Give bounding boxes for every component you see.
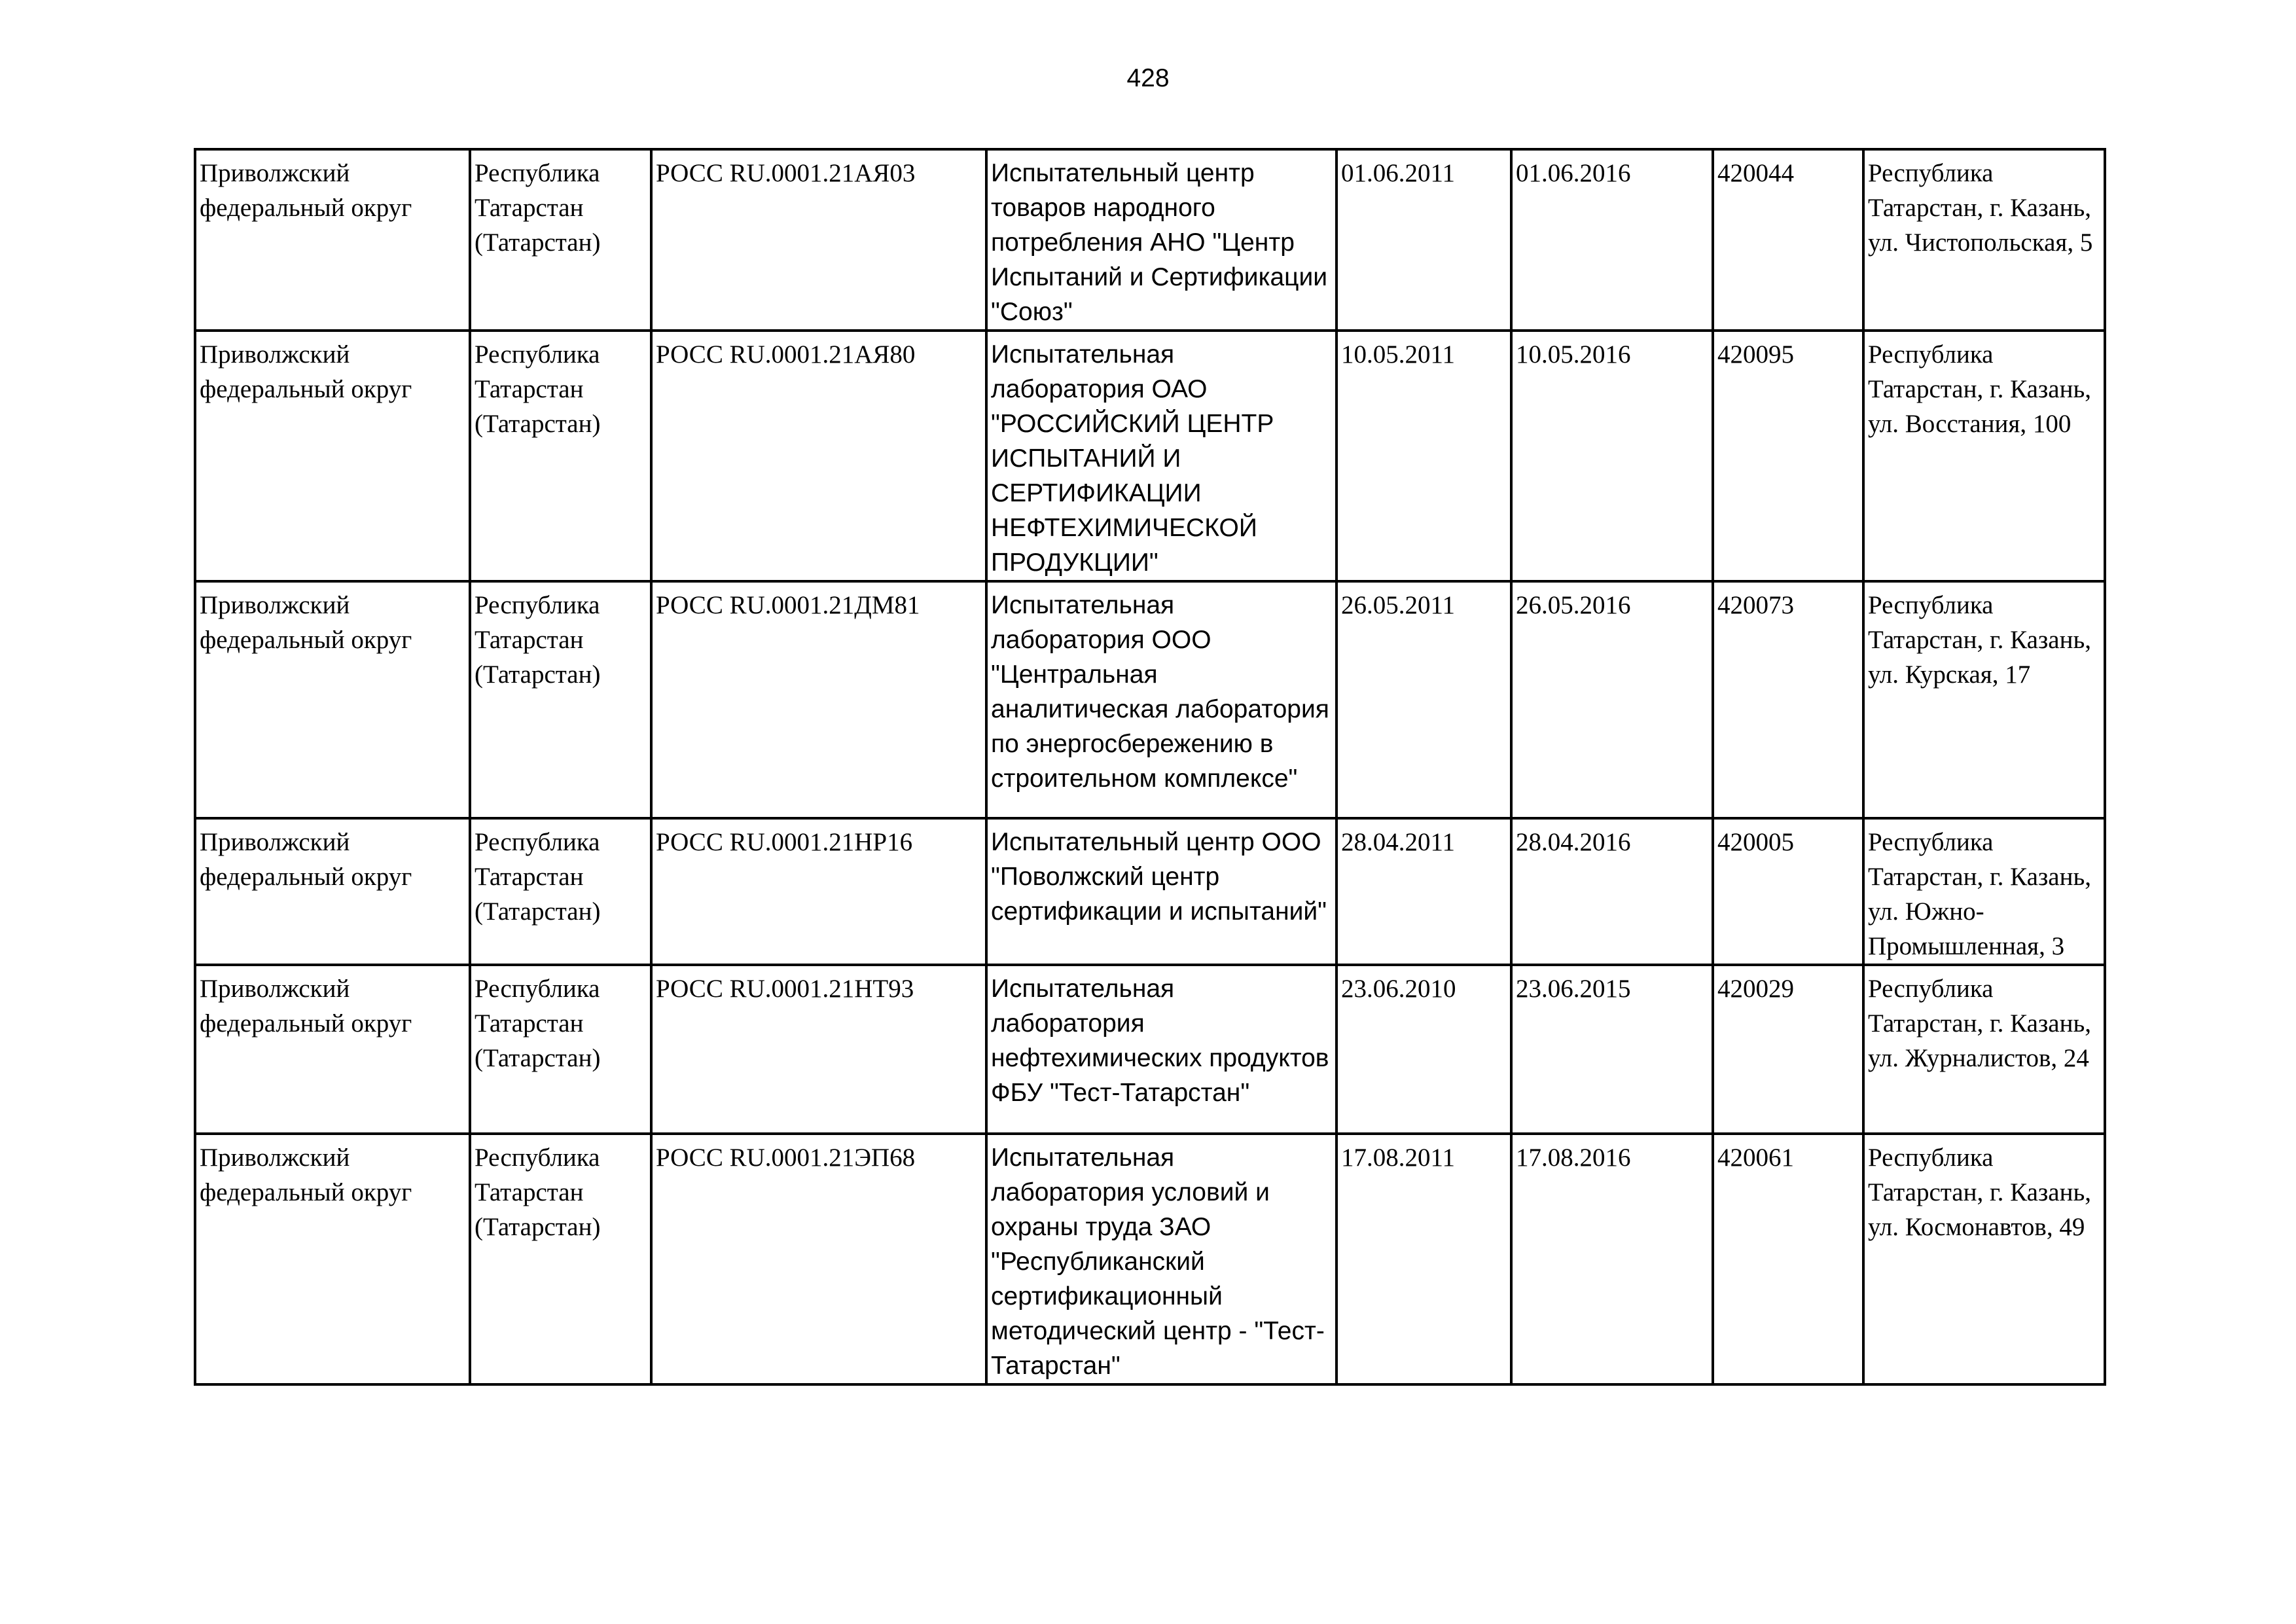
date-from-cell: 10.05.2011 [1336,331,1511,581]
organization-cell: Испытательная лаборатория ОАО "РОССИЙСКИЙ ЦЕНТР ИСПЫТАНИЙ И СЕРТИФИКАЦИИ НЕФТЕХИМИЧЕСКОЙ ПРОДУКЦИИ" [986,331,1336,581]
organization-cell: Испытательная лаборатория ООО "Центральная аналитическая лаборатория по энергосбережению в строительном комплексе" [986,581,1336,818]
registration-number-cell: РОСС RU.0001.21НТ93 [651,965,986,1134]
district-cell: Приволжский федеральный округ [195,1134,470,1384]
date-from-cell: 17.08.2011 [1336,1134,1511,1384]
address-cell: Республика Татарстан, г. Казань, ул. Журналистов, 24 [1863,965,2105,1134]
registration-number-cell: РОСС RU.0001.21НР16 [651,818,986,965]
organization-cell: Испытательный центр ООО "Поволжский центр сертификации и испытаний" [986,818,1336,965]
date-to-cell: 28.04.2016 [1511,818,1713,965]
region-cell: Республика Татарстан (Татарстан) [470,331,651,581]
region-cell: Республика Татарстан (Татарстан) [470,149,651,331]
district-cell: Приволжский федеральный округ [195,818,470,965]
table-row [195,1134,2105,1384]
date-from-cell: 28.04.2011 [1336,818,1511,965]
page-number: 428 [1126,64,1170,92]
date-to-cell: 01.06.2016 [1511,149,1713,331]
registration-number-cell: РОСС RU.0001.21АЯ80 [651,331,986,581]
district-cell: Приволжский федеральный округ [195,331,470,581]
date-to-cell: 26.05.2016 [1511,581,1713,818]
address-cell: Республика Татарстан, г. Казань, ул. Восстания, 100 [1863,331,2105,581]
postal-code-cell: 420029 [1713,965,1863,1134]
postal-code-cell: 420005 [1713,818,1863,965]
registration-number-cell: РОСС RU.0001.21АЯ03 [651,149,986,331]
table-row [195,818,2105,965]
date-from-cell: 26.05.2011 [1336,581,1511,818]
address-cell: Республика Татарстан, г. Казань, ул. Южно-Промышленная, 3 [1863,818,2105,965]
organization-cell: Испытательный центр товаров народного потребления АНО "Центр Испытаний и Сертификации "Союз" [986,149,1336,331]
district-cell: Приволжский федеральный округ [195,581,470,818]
address-cell: Республика Татарстан, г. Казань, ул. Чистопольская, 5 [1863,149,2105,331]
address-cell: Республика Татарстан, г. Казань, ул. Курская, 17 [1863,581,2105,818]
organization-cell: Испытательная лаборатория условий и охраны труда ЗАО "Республиканский сертификационный методический центр - "Тест-Татарстан" [986,1134,1336,1384]
date-from-cell: 23.06.2010 [1336,965,1511,1134]
postal-code-cell: 420044 [1713,149,1863,331]
registration-number-cell: РОСС RU.0001.21ДМ81 [651,581,986,818]
region-cell: Республика Татарстан (Татарстан) [470,818,651,965]
district-cell: Приволжский федеральный округ [195,149,470,331]
table-row [195,149,2105,331]
region-cell: Республика Татарстан (Татарстан) [470,581,651,818]
table-row [195,581,2105,818]
date-to-cell: 23.06.2015 [1511,965,1713,1134]
registry-table [194,148,2106,1386]
table-row [195,965,2105,1134]
registration-number-cell: РОСС RU.0001.21ЭП68 [651,1134,986,1384]
postal-code-cell: 420095 [1713,331,1863,581]
date-to-cell: 17.08.2016 [1511,1134,1713,1384]
organization-cell: Испытательная лаборатория нефтехимических продуктов ФБУ "Тест-Татарстан" [986,965,1336,1134]
address-cell: Республика Татарстан, г. Казань, ул. Космонавтов, 49 [1863,1134,2105,1384]
region-cell: Республика Татарстан (Татарстан) [470,1134,651,1384]
date-from-cell: 01.06.2011 [1336,149,1511,331]
table-row [195,331,2105,581]
postal-code-cell: 420061 [1713,1134,1863,1384]
date-to-cell: 10.05.2016 [1511,331,1713,581]
district-cell: Приволжский федеральный округ [195,965,470,1134]
region-cell: Республика Татарстан (Татарстан) [470,965,651,1134]
postal-code-cell: 420073 [1713,581,1863,818]
